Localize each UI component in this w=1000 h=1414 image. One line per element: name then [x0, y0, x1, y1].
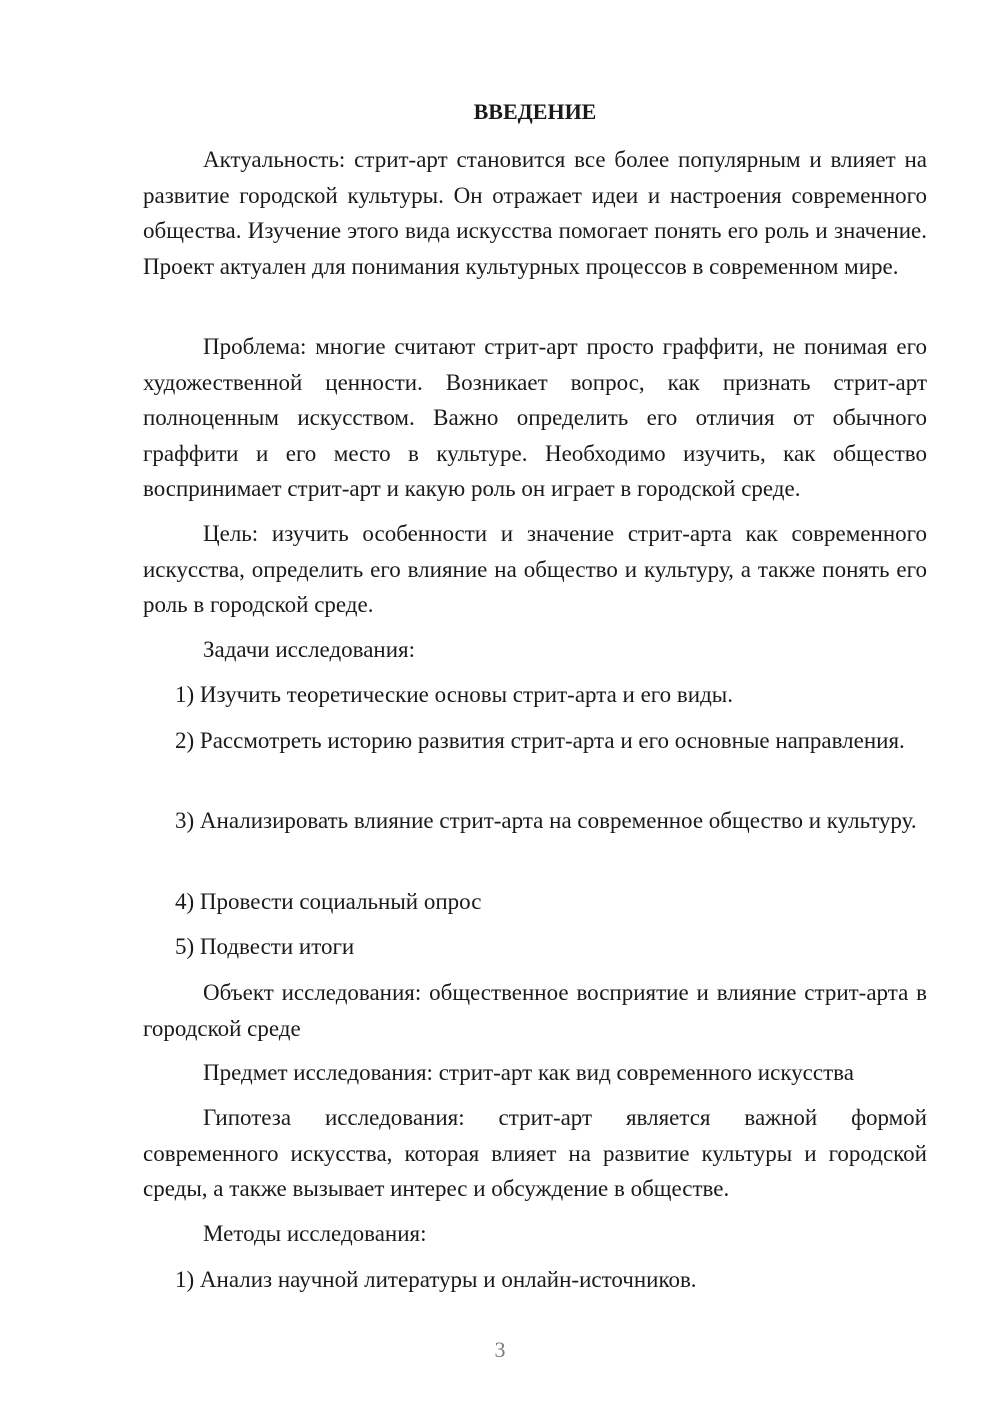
goal-paragraph: Цель: изучить особенности и значение стрит-арта как современного искусства, определить его влияние на общество и культуру, а также понять его роль в городской среде.	[143, 521, 927, 617]
task-item-4: 4) Провести социальный опрос	[175, 889, 482, 914]
section-heading: ВВЕДЕНИЕ	[473, 99, 597, 124]
method-item-1: 1) Анализ научной литературы и онлайн-источников.	[175, 1267, 697, 1292]
relevance-paragraph: Актуальность: стрит-арт становится все более популярным и влияет на развитие городской культуры. Он отражает идеи и настроения современного общества. Изучение этого вида искусства помогает понять его роль и значение. Проект актуален для понимания культурных процессов в современном мире.	[143, 147, 927, 279]
object-paragraph: Объект исследования: общественное восприятие и влияние стрит-арта в городской среде	[143, 980, 927, 1041]
page-number: 3	[494, 1337, 506, 1362]
subject-paragraph: Предмет исследования: стрит-арт как вид современного искусства	[203, 1060, 854, 1085]
methods-title: Методы исследования:	[203, 1221, 427, 1246]
task-item-1: 1) Изучить теоретические основы стрит-арта и его виды.	[175, 682, 733, 707]
task-item-2: 2) Рассмотреть историю развития стрит-арта и его основные направления.	[175, 728, 905, 753]
task-item-3: 3) Анализировать влияние стрит-арта на современное общество и культуру.	[175, 808, 917, 833]
problem-paragraph: Проблема: многие считают стрит-арт просто граффити, не понимая его художественной ценности. Возникает вопрос, как признать стрит-арт полноценным искусством. Важно определить его отличия от обычного граффити и его место в культуре. Необходимо изучить, как общество воспринимает стрит-арт и какую роль он играет в городской среде.	[143, 334, 927, 501]
tasks-title: Задачи исследования:	[203, 637, 416, 662]
hypothesis-paragraph: Гипотеза исследования: стрит-арт является важной формой современного искусства, которая влияет на развитие культуры и городской среды, а также вызывает интерес и обсуждение в обществе.	[143, 1105, 927, 1201]
task-item-5: 5) Подвести итоги	[175, 934, 355, 959]
